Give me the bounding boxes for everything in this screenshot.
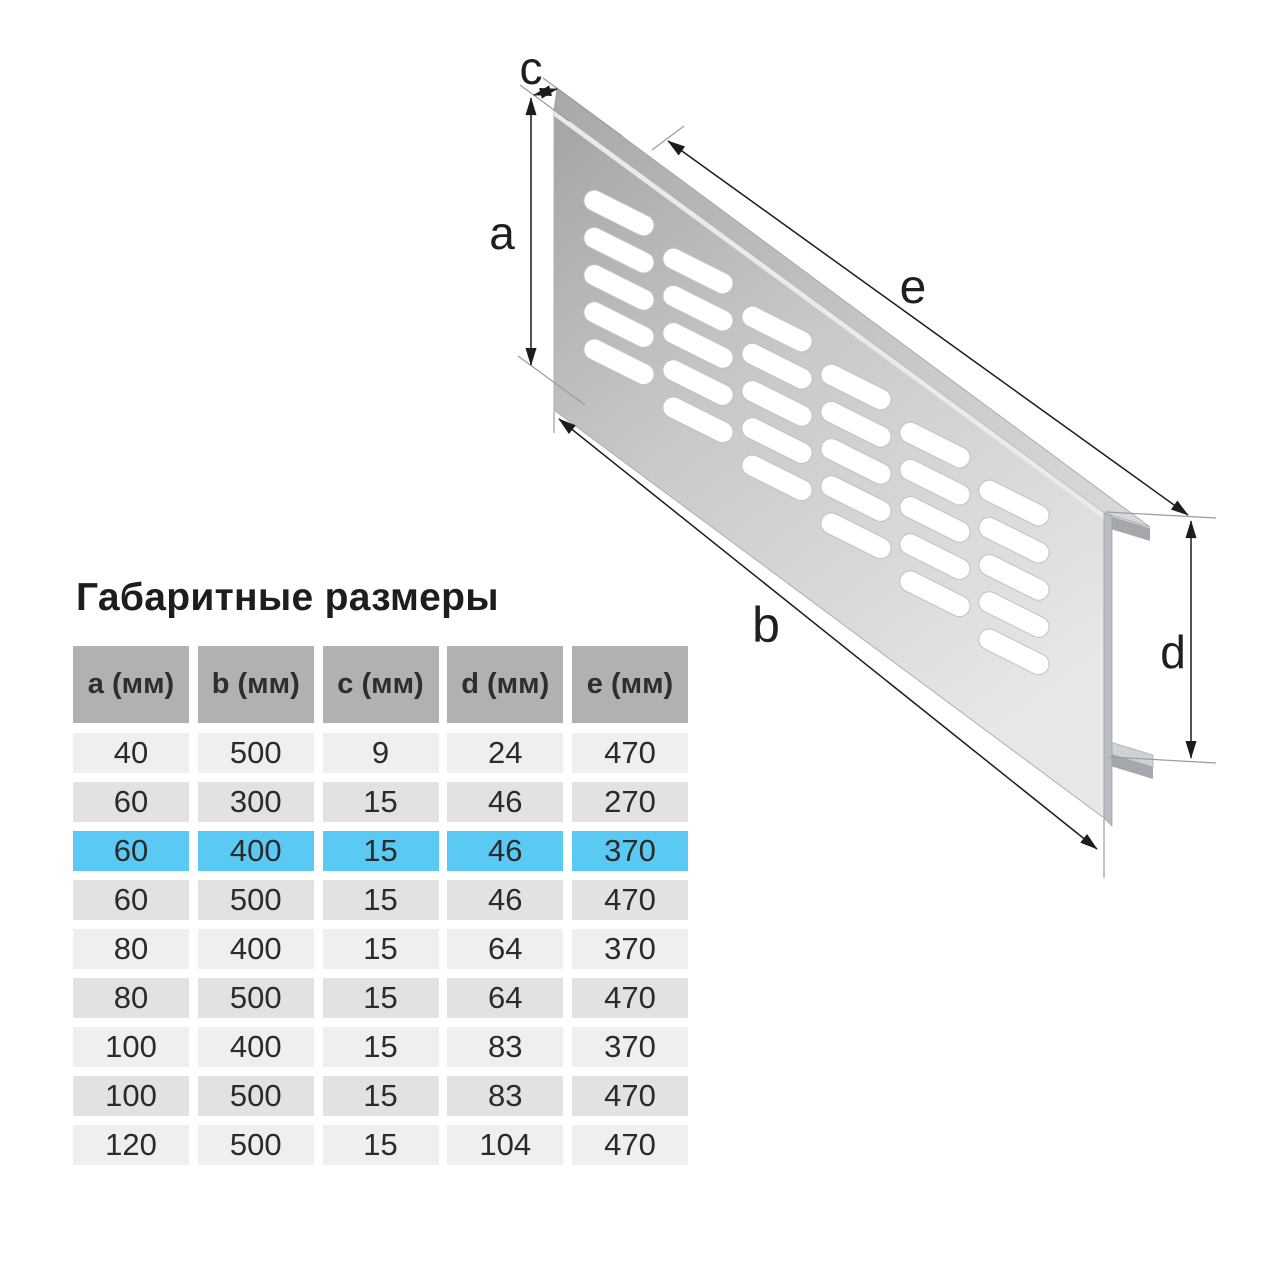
table-header-row bbox=[73, 646, 688, 723]
table-row bbox=[73, 1125, 688, 1165]
table-cell: 46 bbox=[447, 880, 563, 920]
table-cell: 370 bbox=[572, 831, 688, 871]
table-cell: 24 bbox=[447, 733, 563, 773]
table-cell: 60 bbox=[73, 782, 189, 822]
table-cell: 83 bbox=[447, 1076, 563, 1116]
table-cell: 15 bbox=[323, 831, 439, 871]
table-cell: 46 bbox=[447, 782, 563, 822]
table-cell: 104 bbox=[447, 1125, 563, 1165]
table-cell: 46 bbox=[447, 831, 563, 871]
column-header-e: e (мм) bbox=[572, 646, 688, 723]
table-cell: 80 bbox=[73, 978, 189, 1018]
table-row bbox=[73, 978, 688, 1018]
table-row bbox=[73, 880, 688, 920]
column-header-d: d (мм) bbox=[447, 646, 563, 723]
table-cell: 80 bbox=[73, 929, 189, 969]
table-cell: 15 bbox=[323, 929, 439, 969]
table-cell: 470 bbox=[572, 733, 688, 773]
column-header-c: c (мм) bbox=[323, 646, 439, 723]
table-cell: 500 bbox=[198, 733, 314, 773]
table-row bbox=[73, 733, 688, 773]
dimensions-table bbox=[73, 646, 688, 1165]
table-cell: 270 bbox=[572, 782, 688, 822]
table-row-highlighted bbox=[73, 831, 688, 871]
grille-right-edge bbox=[1104, 513, 1112, 826]
table-body bbox=[73, 733, 688, 1165]
table-cell: 300 bbox=[198, 782, 314, 822]
table-cell: 500 bbox=[198, 1076, 314, 1116]
table-cell: 470 bbox=[572, 1076, 688, 1116]
table-cell: 500 bbox=[198, 880, 314, 920]
table-cell: 470 bbox=[572, 880, 688, 920]
table-cell: 64 bbox=[447, 929, 563, 969]
table-cell: 100 bbox=[73, 1027, 189, 1067]
dim-label-a: a bbox=[489, 207, 515, 259]
table-cell: 500 bbox=[198, 1125, 314, 1165]
table-row bbox=[73, 929, 688, 969]
table-cell: 64 bbox=[447, 978, 563, 1018]
table-cell: 40 bbox=[73, 733, 189, 773]
table-cell: 15 bbox=[323, 1027, 439, 1067]
table-row bbox=[73, 1076, 688, 1116]
table-cell: 9 bbox=[323, 733, 439, 773]
table-cell: 400 bbox=[198, 831, 314, 871]
table-cell: 400 bbox=[198, 929, 314, 969]
dim-label-e: e bbox=[899, 261, 927, 314]
page-title: Габаритные размеры bbox=[76, 576, 499, 619]
table-cell: 15 bbox=[323, 782, 439, 822]
table-row bbox=[73, 782, 688, 822]
table-cell: 15 bbox=[323, 1125, 439, 1165]
column-header-a: a (мм) bbox=[73, 646, 189, 723]
table-cell: 400 bbox=[198, 1027, 314, 1067]
table-cell: 120 bbox=[73, 1125, 189, 1165]
dim-label-b: b bbox=[752, 597, 780, 653]
table-row bbox=[73, 1027, 688, 1067]
table-cell: 500 bbox=[198, 978, 314, 1018]
table-cell: 15 bbox=[323, 1076, 439, 1116]
table-cell: 370 bbox=[572, 1027, 688, 1067]
dim-label-c: c bbox=[519, 42, 543, 94]
table-cell: 60 bbox=[73, 831, 189, 871]
table-cell: 100 bbox=[73, 1076, 189, 1116]
table-cell: 15 bbox=[323, 978, 439, 1018]
dim-label-d: d bbox=[1160, 626, 1186, 678]
table-cell: 15 bbox=[323, 880, 439, 920]
table-cell: 83 bbox=[447, 1027, 563, 1067]
table-cell: 470 bbox=[572, 978, 688, 1018]
column-header-b: b (мм) bbox=[198, 646, 314, 723]
table-cell: 370 bbox=[572, 929, 688, 969]
table-cell: 60 bbox=[73, 880, 189, 920]
table-cell: 470 bbox=[572, 1125, 688, 1165]
